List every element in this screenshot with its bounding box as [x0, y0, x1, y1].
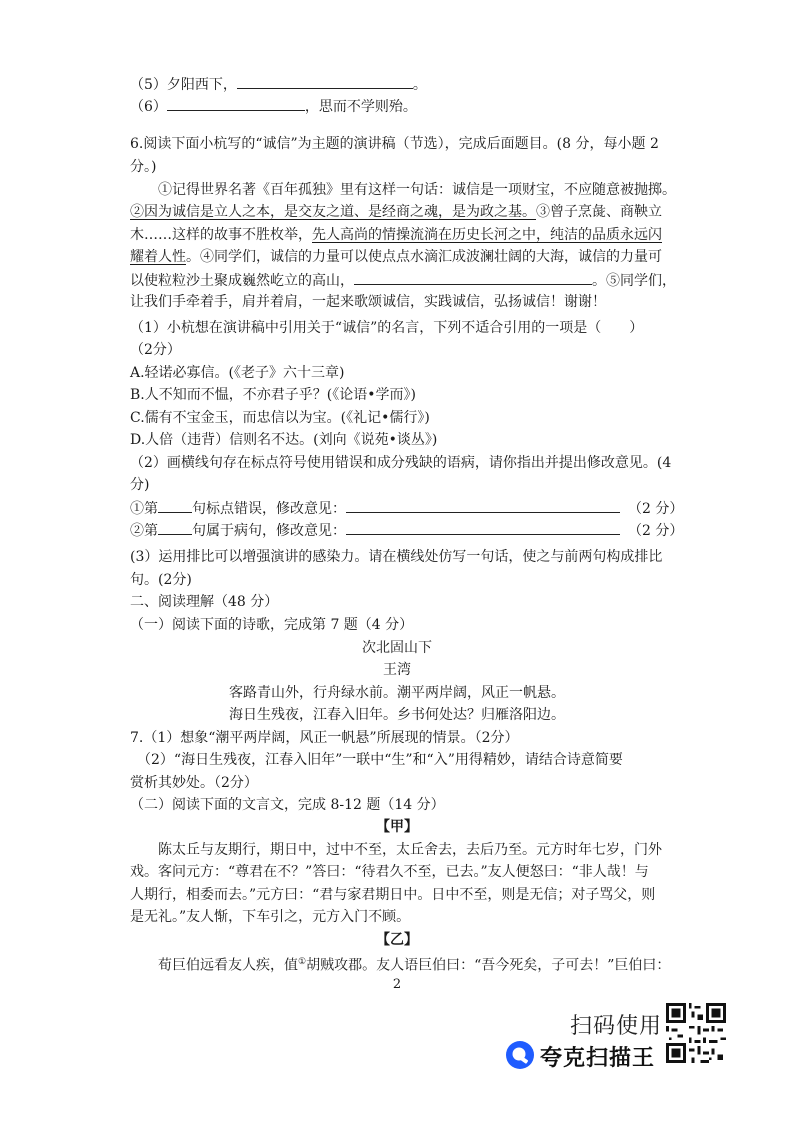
poem-line-1: 客路青山外，行舟绿水前。潮平两岸阔，风正一帆悬。	[229, 685, 565, 701]
passage-text: 胡贼攻郡。友人语巨伯曰：“吾今死矣，子可去！”巨伯曰：	[306, 957, 671, 974]
answer-blank	[237, 74, 413, 89]
jia-line-4: 是无礼。”友人惭，下车引之，元方入门不顾。	[130, 909, 411, 925]
poem-author: 王湾	[383, 662, 411, 678]
passage-yi-label: 【乙】	[376, 932, 418, 948]
answer-label: 句属于病句，修改意见：	[192, 523, 346, 539]
option-a: A.轻诺必寡信。(《老子》六十三章)	[130, 365, 345, 381]
fill-item-5	[130, 74, 427, 95]
q6-sub3-cont: 句。(2分)	[130, 572, 192, 588]
underlined-sentence-3-end: 耀着人性	[130, 249, 186, 265]
q6-sub2-a	[130, 498, 683, 519]
poem-line-2: 海日生残夜，江春入旧年。乡书何处达？归雁洛阳边。	[229, 707, 565, 723]
underlined-sentence-3: 先人高尚的情操流淌在历史长河之中，纯洁的品质永远闪	[312, 227, 662, 243]
answer-blank	[354, 270, 592, 285]
passage-jia-label: 【甲】	[376, 819, 418, 835]
fill-num: （5）	[130, 77, 167, 93]
q6-sub2: （2）画横线句存在标点符号使用错误和成分残缺的语病，请你指出并提出修改意见。(4	[130, 455, 672, 471]
passage-text: ③曾子烹彘、商鞅立	[536, 204, 662, 220]
page-number: 2	[392, 977, 402, 992]
answer-blank	[346, 520, 620, 535]
qr-code-icon[interactable]	[666, 1003, 726, 1063]
part1-heading: （一）阅读下面的诗歌，完成第 7 题（4 分）	[130, 617, 414, 633]
answer-label: ①第	[130, 501, 158, 517]
jia-line-3: 人期行，相委而去。”元方曰：“君与家君期日中。日中不至，则是无信；对子骂父，则	[130, 887, 656, 903]
quark-logo-icon	[504, 1039, 536, 1071]
score: （2 分）	[628, 501, 684, 517]
passage-text: 木……这样的故事不胜枚举，	[130, 227, 312, 243]
passage-text: 。④同学们，诚信的力量可以使点点水滴汇成波澜壮阔的大海，诚信的力量可	[186, 249, 662, 265]
jia-line-1: 陈太丘与友期行，期日中，过中不至，太丘舍去，去后乃至。元方时年七岁，门外	[158, 842, 662, 858]
q6-sub1-score: （2分）	[130, 342, 181, 358]
scanner-watermark	[500, 1003, 790, 1113]
score: （2 分）	[628, 523, 684, 539]
passage-line-6: 让我们手牵着手，肩并着肩，一起来歌颂诚信，实践诚信，弘扬诚信！谢谢！	[130, 294, 606, 310]
q6-header: 6.阅读下面小杭写的“诚信”为主题的演讲稿（节选），完成后面题目。(8 分，每小题 2	[130, 136, 659, 152]
section-title: 二、阅读理解（48 分）	[130, 594, 279, 610]
fill-text: ，思而不学则殆。	[304, 99, 417, 115]
underlined-sentence-2: ②因为诚信是立人之本，是交友之道、是经商之魂，是为政之基。	[130, 204, 536, 220]
answer-blank	[158, 520, 192, 535]
passage-line-3	[130, 225, 662, 245]
answer-blank	[346, 498, 620, 513]
footnote-marker: ①	[298, 957, 307, 967]
yi-line-1	[158, 952, 670, 976]
passage-line-1: ①记得世界名著《百年孤独》里有这样一句话：诚信是一项财宝，不应随意被抛掷。	[158, 182, 676, 198]
jia-line-2: 戏。客问元方：“尊君在不？”答曰：“待君久不至，已去。”友人便怒曰：“非人哉！与	[130, 864, 649, 880]
answer-blank	[158, 498, 192, 513]
q6-sub2-b	[130, 520, 683, 541]
answer-label: 句标点错误，修改意见：	[192, 501, 346, 517]
passage-line-5	[130, 270, 676, 291]
option-c: C.儒有不宝金玉，而忠信以为宝。(《礼记•儒行》)	[130, 410, 430, 426]
passage-text: 。⑤同学们，	[592, 273, 676, 289]
scan-to-use-label: 扫码使用	[570, 1014, 663, 1039]
option-d: D.人倍（违背）信则名不达。(刘向《说苑•谈丛》)	[130, 432, 438, 448]
passage-line-2	[130, 202, 662, 222]
q6-sub1: （1）小杭想在演讲稿中引用关于“诚信”的名言，下列不适合引用的一项是（ ）	[130, 320, 644, 336]
passage-text: 荀巨伯远看友人疾，值	[158, 957, 298, 974]
part2-heading: （二）阅读下面的文言文，完成 8-12 题（14 分）	[130, 797, 445, 813]
option-b: B.人不知而不愠，不亦君子乎？(《论语•学而》)	[130, 387, 416, 403]
q7-2-cont: 赏析其妙处。（2分）	[130, 775, 258, 791]
poem-title: 次北固山下	[362, 640, 432, 656]
q6-header-cont: 分。)	[130, 159, 157, 175]
fill-num: （6）	[130, 99, 167, 115]
passage-line-4	[130, 247, 662, 267]
brand-name: 夸克扫描王	[540, 1046, 656, 1071]
q6-sub3: (3）运用排比可以增强演讲的感染力。请在横线处仿写一句话，使之与前两句构成排比	[130, 549, 663, 565]
answer-blank	[167, 96, 305, 111]
fill-text: 。	[412, 77, 427, 93]
fill-item-6	[130, 96, 417, 117]
q6-sub2-cont: 分)	[130, 477, 150, 493]
passage-text: 以使粒粒沙土聚成巍然屹立的高山，	[130, 273, 354, 289]
answer-label: ②第	[130, 523, 158, 539]
q7-2: （2）“海日生残夜，江春入旧年”一联中“生”和“入”用得精妙，请结合诗意简要	[137, 752, 623, 768]
fill-text: 夕阳西下，	[166, 77, 237, 93]
q7-1: 7.（1）想象“潮平两岸阔，风正一帆悬”所展现的情景。（2分）	[130, 730, 519, 746]
